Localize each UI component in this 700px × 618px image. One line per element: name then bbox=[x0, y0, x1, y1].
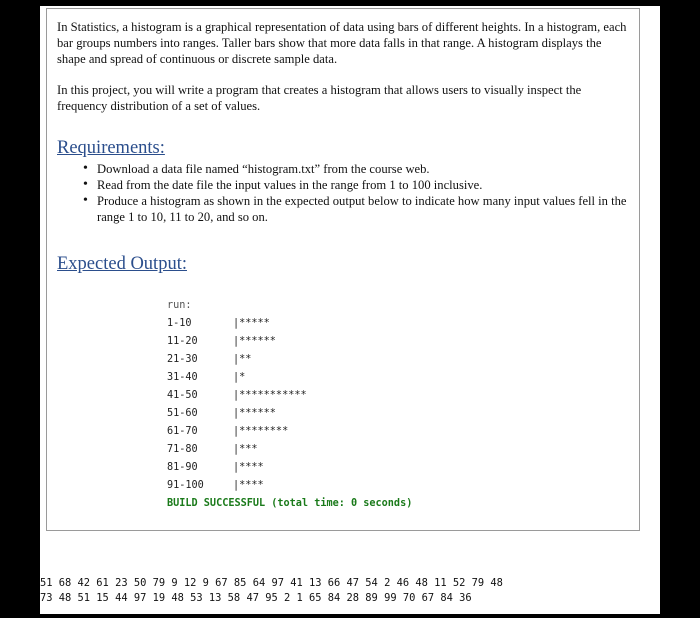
requirement-item: • Download a data file named “histogram.txt” from the course web. bbox=[83, 161, 631, 177]
range-label: 71-80 bbox=[167, 444, 198, 455]
range-label: 41-50 bbox=[167, 390, 198, 401]
histogram-bar: |*** bbox=[233, 444, 258, 455]
histogram-bar: |** bbox=[233, 354, 252, 365]
console-output bbox=[167, 297, 631, 513]
histogram-row bbox=[167, 315, 631, 333]
build-status: BUILD SUCCESSFUL (total time: 0 seconds) bbox=[167, 498, 413, 509]
data-line: 51 68 42 61 23 50 79 9 12 9 67 85 64 97 41 13 66 47 54 2 46 48 11 52 79 48 bbox=[40, 577, 503, 589]
range-label: 11-20 bbox=[167, 336, 198, 347]
histogram-bar: |****** bbox=[233, 408, 276, 419]
histogram-row bbox=[167, 477, 631, 495]
range-label: 31-40 bbox=[167, 372, 198, 383]
range-label: 81-90 bbox=[167, 462, 198, 473]
histogram-bar: |****** bbox=[233, 336, 276, 347]
histogram-row bbox=[167, 351, 631, 369]
data-line: 73 48 51 15 44 97 19 48 53 13 58 47 95 2 1 65 84 28 89 99 70 67 84 36 bbox=[40, 592, 472, 604]
data-values bbox=[40, 576, 660, 606]
range-label: 1-10 bbox=[167, 318, 192, 329]
histogram-row bbox=[167, 405, 631, 423]
histogram-bar: |*********** bbox=[233, 390, 307, 401]
requirements-heading: Requirements: bbox=[57, 138, 165, 158]
requirement-item: • Read from the date file the input values in the range from 1 to 100 inclusive. bbox=[83, 177, 631, 193]
range-label: 91-100 bbox=[167, 480, 204, 491]
histogram-row bbox=[167, 459, 631, 477]
assignment-box bbox=[46, 8, 640, 531]
range-label: 61-70 bbox=[167, 426, 198, 437]
range-label: 21-30 bbox=[167, 354, 198, 365]
expected-output-heading: Expected Output: bbox=[57, 254, 187, 274]
histogram-bar: |**** bbox=[233, 462, 264, 473]
range-label: 51-60 bbox=[167, 408, 198, 419]
histogram-bar: |***** bbox=[233, 318, 270, 329]
histogram-bar: |******** bbox=[233, 426, 289, 437]
histogram-bar: |* bbox=[233, 372, 246, 383]
histogram-bar: |**** bbox=[233, 480, 264, 491]
requirement-item: • Produce a histogram as shown in the expected output below to indicate how many input values fell in the range 1 to 10, 11 to 20, and so on. bbox=[83, 193, 631, 225]
project-paragraph: In this project, you will write a program that creates a histogram that allows users to visually inspect the frequency distribution of a set of values. bbox=[57, 83, 582, 113]
intro-paragraph: In Statistics, a histogram is a graphical representation of data using bars of different heights. In a histogram, each bar groups numbers into ranges. Taller bars show that more data falls in that range. A histogram displays the shape and spread of continuous or discrete sample data. bbox=[57, 20, 627, 66]
requirements-list bbox=[57, 161, 631, 225]
run-label: run: bbox=[167, 300, 192, 311]
document-page bbox=[40, 6, 660, 614]
histogram-row bbox=[167, 441, 631, 459]
histogram-row bbox=[167, 387, 631, 405]
histogram-row bbox=[167, 369, 631, 387]
histogram-row bbox=[167, 333, 631, 351]
histogram-row bbox=[167, 423, 631, 441]
